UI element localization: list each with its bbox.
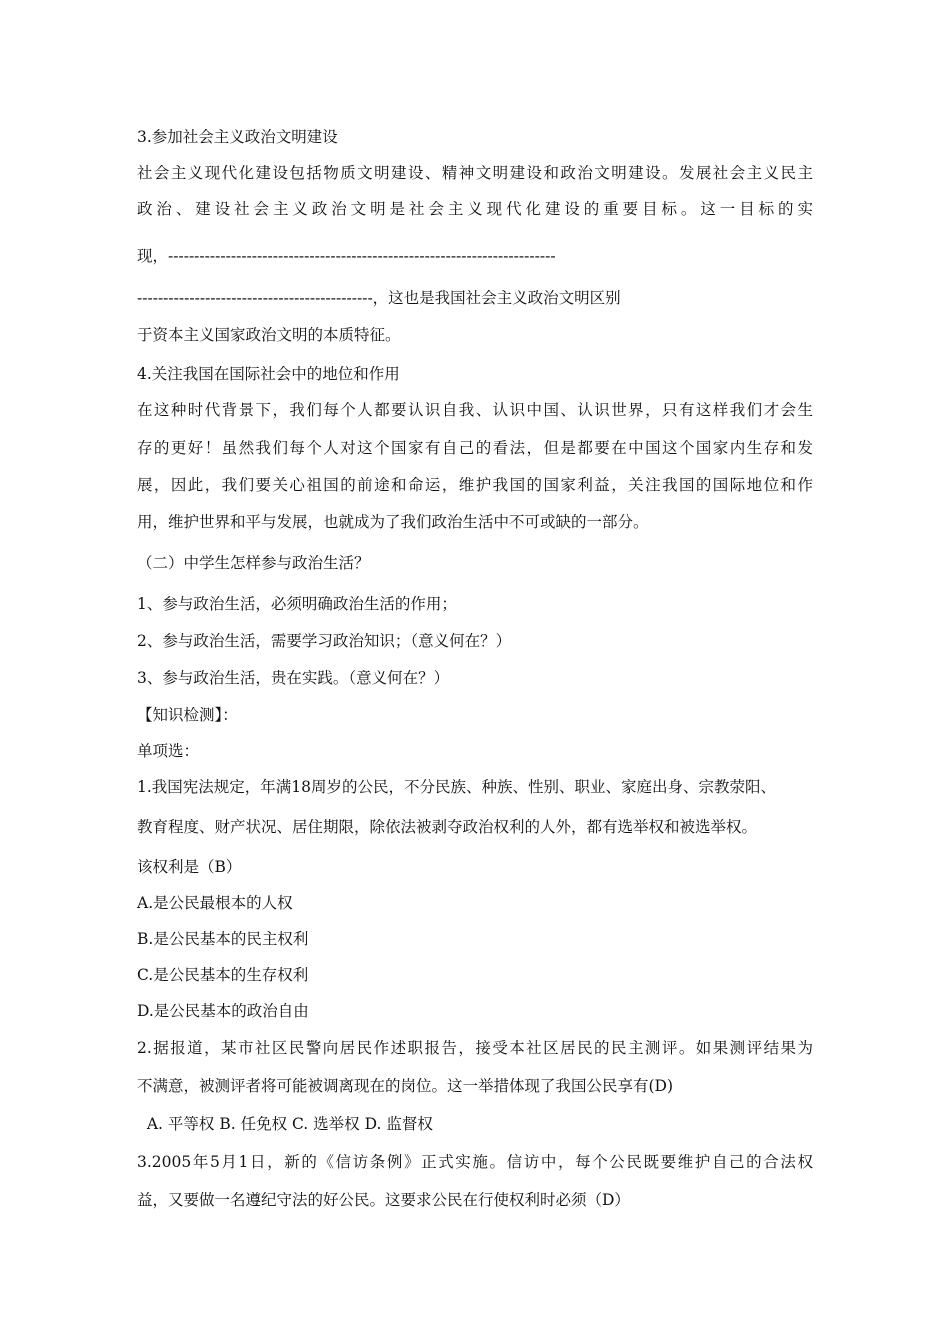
option-d: D.是公民基本的政治自由 [137,1002,309,1020]
fill-in-blank-line: ---------------------------------------------，这也是我国社会主义政治文明区别 [137,289,621,307]
question-2-line: 2.据报道，某市社区民警向居民作述职报告，接受本社区居民的民主测评。如果测评结果为 [137,1039,813,1057]
subsection-heading: （二）中学生怎样参与政治生活？ [137,554,370,572]
paragraph-line: 展，因此，我们要关心祖国的前途和命运，维护我国的国家利益，关注我国的国际地位和作 [137,476,813,494]
question-2-options: A. 平等权 B. 任免权 C. 选举权 D. 监督权 [137,1115,433,1133]
paragraph-line: 在这种时代背景下，我们每个人都要认识自我、认识中国、认识世界，只有这样我们才会生 [137,401,813,419]
paragraph-line: 用，维护世界和平与发展，也就成为了我们政治生活中不可或缺的一部分。 [137,513,649,531]
section-heading-4: 4.关注我国在国际社会中的地位和作用 [137,365,400,383]
question-3-line: 益，又要做一名遵纪守法的好公民。这要求公民在行使权利时必须（D） [137,1191,630,1209]
list-item: 2、参与政治生活，需要学习政治知识；（意义何在？） [137,632,512,650]
question-1-line: 该权利是（B） [137,858,242,876]
question-2-line: 不满意，被测评者将可能被调离现在的岗位。这一举措体现了我国公民享有(D) [137,1077,674,1095]
section-heading-quiz: 【知识检测】： [137,706,238,724]
paragraph-line: 政治、建设社会主义政治文明是社会主义现代化建设的重要目标。这一目标的实 [137,200,813,218]
question-1-line: 1.我国宪法规定，年满18周岁的公民，不分民族、种族、性别、职业、家庭出身、宗教荥阳、 [137,778,777,796]
list-item: 1、参与政治生活，必须明确政治生活的作用； [137,595,457,613]
section-heading-3: 3.参加社会主义政治文明建设 [137,128,338,146]
option-a: A.是公民最根本的人权 [137,894,293,912]
paragraph-line: 社会主义现代化建设包括物质文明建设、精神文明建设和政治文明建设。发展社会主义民主 [137,164,813,182]
fill-in-blank-line: 现，-------------------------------------------------------------------------- [137,247,556,265]
paragraph-line: 存的更好！虽然我们每个人对这个国家有自己的看法，但是都要在中国这个国家内生存和发 [137,439,813,457]
question-1-line: 教育程度、财产状况、居住期限，除依法被剥夺政治权利的人外，都有选举权和被选举权。 [137,818,758,836]
question-type-label: 单项选： [137,742,200,760]
list-item: 3、参与政治生活，贵在实践。（意义何在？） [137,669,450,687]
option-c: C.是公民基本的生存权利 [137,966,309,984]
question-3-line: 3.2005年5月1日，新的《信访条例》正式实施。信访中，每个公民既要维护自己的合法权 [137,1153,813,1171]
option-b: B.是公民基本的民主权利 [137,930,309,948]
paragraph-line: 于资本主义国家政治文明的本质特征。 [137,326,401,344]
